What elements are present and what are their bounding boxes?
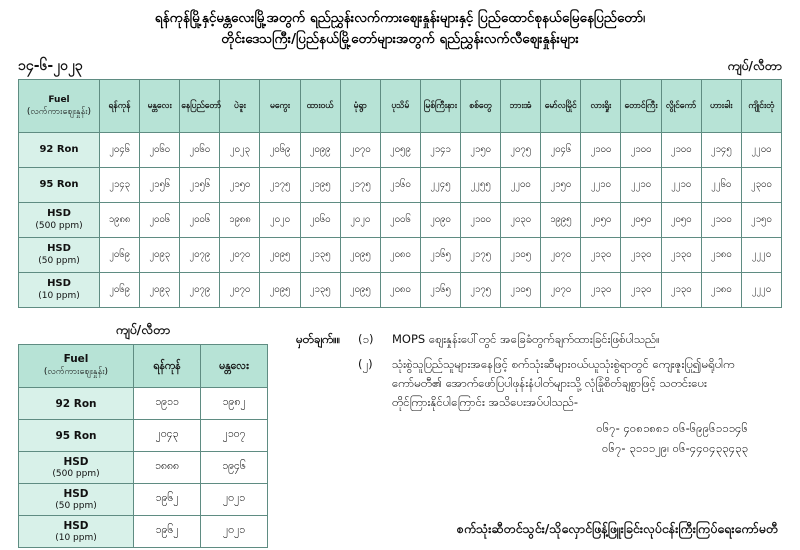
- cell-1-11: ၂၁၅၀: [541, 168, 581, 203]
- cell-1-7: ၂၁၆၀: [380, 168, 420, 203]
- col-header-1: မန္တလေး: [140, 80, 180, 133]
- cell-2-7: ၂၀၀၆: [380, 203, 420, 238]
- col-header-5: ထားဝယ်: [300, 80, 340, 133]
- cell-2-9: ၂၁၀၀: [460, 203, 500, 238]
- col-header-14: လွိုင်ကော်: [661, 80, 701, 133]
- note-1-text: MOPS ဈေးနှုန်းပေါ်တွင် အခြေခံတွက်ချက်ထားခြင်းဖြစ်ပါသည်။: [392, 332, 660, 346]
- fuel-header-sub: (လက်ကားဈေးနှုန်း): [26, 107, 92, 117]
- retail-row-label-text-2: HSD: [63, 455, 89, 468]
- cell-4-12: ၂၁၃၀: [581, 273, 621, 308]
- cell-1-5: ၂၁၉၅: [300, 168, 340, 203]
- cell-1-0: ၂၁၄၃: [100, 168, 140, 203]
- cell-0-6: ၂၀၇၀: [340, 133, 380, 168]
- cell-2-6: ၂၀၂၀: [340, 203, 380, 238]
- table-row: [19, 516, 268, 548]
- col-header-10: ဘားအံ: [501, 80, 541, 133]
- cell-0-8: ၂၁၄၁: [420, 133, 460, 168]
- cell-4-11: ၂၀၇၀: [541, 273, 581, 308]
- cell-2-4: ၂၀၂၀: [260, 203, 300, 238]
- cell-2-3: ၁၉၈၈: [220, 203, 260, 238]
- row-label-text-4: HSD: [47, 278, 71, 289]
- cell-0-11: ၂၀၄၆: [541, 133, 581, 168]
- note-item-1: [296, 330, 782, 349]
- cell-0-12: ၂၁၀၀: [581, 133, 621, 168]
- cell-2-15: ၂၁၀၀: [701, 203, 741, 238]
- retail-row-label-text-3: HSD: [63, 487, 89, 500]
- cell-2-13: ၂၀၅၀: [621, 203, 661, 238]
- cell-2-5: ၂၀၆၀: [300, 203, 340, 238]
- retail-unit-label: ကျပ်/လီတာ: [115, 322, 171, 337]
- retail-row-label-text-4: HSD: [63, 519, 89, 532]
- hotline-number-2: ၀၆၇- ၃၁၁၁၂၉၊ ၀၆-၄၄၀၄၃၃၄၃၃: [602, 441, 748, 455]
- retail-cell-1-0: ၂၀၄၃: [134, 420, 201, 452]
- cell-2-0: ၁၉၈၈: [100, 203, 140, 238]
- cell-4-5: ၂၁၃၅: [300, 273, 340, 308]
- col-header-fuel: [19, 80, 100, 133]
- retail-cell-4-1: ၂၀၂၁: [201, 516, 268, 548]
- table-row: [19, 420, 268, 452]
- cell-4-1: ၂၀၉၃: [140, 273, 180, 308]
- cell-2-10: ၂၀၃၀: [501, 203, 541, 238]
- table-row: [19, 452, 268, 484]
- retail-row-label-sub-4: (10 ppm): [55, 532, 97, 543]
- cell-3-15: ၂၁၈၀: [701, 238, 741, 273]
- retail-cell-3-0: ၁၉၆၂: [134, 484, 201, 516]
- cell-3-2: ၂၀၇၉: [180, 238, 220, 273]
- notes-heading: မှတ်ချက်။။: [296, 332, 341, 346]
- cell-3-0: ၂၀၆၉: [100, 238, 140, 273]
- table-row: [19, 203, 782, 238]
- row-label-text-0: 92 Ron: [39, 144, 79, 155]
- cell-2-11: ၁၉၉၅: [541, 203, 581, 238]
- note-2-line-2: ကော်မတီ၏ အောက်ဖော်ပြပါဖုန်းနံပါတ်များသို့ လုံခြုံစိတ်ချစွာဖြင့် သတင်းပေး: [392, 376, 707, 390]
- table-row: [19, 484, 268, 516]
- cell-4-0: ၂၀၆၉: [100, 273, 140, 308]
- retail-row-label-0: [19, 388, 134, 420]
- col-header-13: တောင်ကြီး: [621, 80, 661, 133]
- cell-3-8: ၂၁၆၅: [420, 238, 460, 273]
- cell-0-2: ၂၀၆၀: [180, 133, 220, 168]
- cell-1-1: ၂၁၅၆: [140, 168, 180, 203]
- table-row: [19, 273, 782, 308]
- row-label-sub-2: (500 ppm): [35, 221, 83, 231]
- row-label-text-1: 95 Ron: [39, 179, 79, 190]
- retail-row-label-2: [19, 452, 134, 484]
- col-header-4: မကွေး: [260, 80, 300, 133]
- cell-1-14: ၂၂၁၀: [661, 168, 701, 203]
- cell-3-10: ၂၁၀၅: [501, 238, 541, 273]
- row-label-1: [19, 168, 100, 203]
- cell-4-7: ၂၀၈၀: [380, 273, 420, 308]
- note-2-line-3: တိုင်ကြားနိုင်ပါကြောင်း အသိပေးအပ်ပါသည်-: [392, 395, 579, 409]
- cell-4-10: ၂၁၀၅: [501, 273, 541, 308]
- cell-3-7: ၂၀၈၀: [380, 238, 420, 273]
- cell-3-11: ၂၀၇၀: [541, 238, 581, 273]
- cell-3-5: ၂၁၃၅: [300, 238, 340, 273]
- retail-table-head: [19, 345, 268, 388]
- cell-4-4: ၂၀၉၅: [260, 273, 300, 308]
- row-label-0: [19, 133, 100, 168]
- cell-3-14: ၂၁၃၀: [661, 238, 701, 273]
- cell-1-16: ၂၃၀၀: [741, 168, 781, 203]
- cell-4-3: ၂၀၇၀: [220, 273, 260, 308]
- col-header-16: ကျိုင်းတုံ: [741, 80, 781, 133]
- col-header-9: စစ်တွေ: [460, 80, 500, 133]
- wholesale-table-head: [19, 80, 782, 133]
- cell-2-12: ၂၀၅၀: [581, 203, 621, 238]
- cell-1-13: ၂၂၁၀: [621, 168, 661, 203]
- retail-cell-0-1: ၁၉၈၂: [201, 388, 268, 420]
- table-row: [19, 388, 268, 420]
- cell-1-8: ၂၂၄၅: [420, 168, 460, 203]
- retail-row-label-sub-2: (500 ppm): [52, 468, 100, 479]
- cell-1-6: ၂၁၇၅: [340, 168, 380, 203]
- hotline-number-1: ၀၆၇- ၄၀၈၁၈၈၁ ၀၆-၆၉၉၆၁၁၁၄၆: [596, 421, 748, 435]
- retail-fuel-header-label: Fuel: [63, 353, 89, 365]
- retail-price-table: [18, 344, 268, 548]
- note-item-2: [296, 355, 782, 412]
- cell-3-13: ၂၁၃၀: [621, 238, 661, 273]
- cell-0-15: ၂၁၄၅: [701, 133, 741, 168]
- row-label-sub-4: (10 ppm): [38, 291, 80, 301]
- row-label-text-3: HSD: [47, 243, 71, 254]
- note-2-line-1: သုံးစွဲသူပြည်သူများအနေဖြင့် စက်သုံးဆီများဝယ်ယူသုံးစွဲရာတွင် ကျေးဇူးပြု၍မရိုပါက: [392, 357, 735, 371]
- wholesale-table-body: [19, 133, 782, 308]
- retail-fuel-header-sub: (လက်ကားဈေးနှုန်း): [43, 367, 109, 377]
- row-label-4: [19, 273, 100, 308]
- table-row: [19, 133, 782, 168]
- cell-4-9: ၂၁၇၅: [460, 273, 500, 308]
- footer-committee-name: စက်သုံးဆီတင်သွင်း/သိုလှောင်ဖြန့်ဖြူးခြင်းလုပ်ငန်းကြီးကြပ်ရေးကော်မတီ: [456, 521, 778, 536]
- cell-1-2: ၂၁၅၆: [180, 168, 220, 203]
- cell-3-12: ၂၁၃၀: [581, 238, 621, 273]
- cell-0-0: ၂၀၄၆: [100, 133, 140, 168]
- document-header: [0, 0, 800, 50]
- cell-4-6: ၂၀၉၅: [340, 273, 380, 308]
- retail-cell-3-1: ၂၀၂၁: [201, 484, 268, 516]
- col-header-12: လားရှိုး: [581, 80, 621, 133]
- note-1-number: (၁): [358, 332, 374, 346]
- date-unit-row: [0, 50, 800, 79]
- row-label-2: [19, 203, 100, 238]
- col-header-0: ရန်ကုန်: [100, 80, 140, 133]
- col-header-11: မော်လမြိုင်: [541, 80, 581, 133]
- fuel-header-label: Fuel: [48, 95, 70, 105]
- retail-row-label-1: [19, 420, 134, 452]
- retail-cell-2-1: ၁၉၄၆: [201, 452, 268, 484]
- cell-4-14: ၂၁၃၀: [661, 273, 701, 308]
- cell-3-3: ၂၀၇၀: [220, 238, 260, 273]
- retail-table-body: [19, 388, 268, 548]
- cell-1-9: ၂၂၅၅: [460, 168, 500, 203]
- retail-col-header-fuel: [19, 345, 134, 388]
- col-header-8: မြစ်ကြီးနား: [420, 80, 460, 133]
- cell-4-16: ၂၂၂၀: [741, 273, 781, 308]
- retail-cell-1-1: ၂၁၀၇: [201, 420, 268, 452]
- cell-3-1: ၂၀၉၃: [140, 238, 180, 273]
- table-row: [19, 238, 782, 273]
- retail-cell-2-0: ၁၈၈၈: [134, 452, 201, 484]
- cell-0-5: ၂၀၉၉: [300, 133, 340, 168]
- title-line-2: တိုင်းဒေသကြီး/ပြည်နယ်မြို့တော်များအတွက် ရည်ညွှန်းလက်လီဈေးနှုန်းများ: [221, 31, 579, 47]
- cell-4-15: ၂၁၈၀: [701, 273, 741, 308]
- cell-2-16: ၂၁၅၀: [741, 203, 781, 238]
- note-2-text: [392, 355, 782, 412]
- cell-1-4: ၂၁၇၅: [260, 168, 300, 203]
- cell-0-3: ၂၀၂၃: [220, 133, 260, 168]
- col-header-6: မုံရွာ: [340, 80, 380, 133]
- table-row: [19, 168, 782, 203]
- cell-3-6: ၂၀၉၅: [340, 238, 380, 273]
- wholesale-unit-label: ကျပ်/လီတာ: [727, 58, 782, 73]
- cell-0-16: ၂၂၀၀: [741, 133, 781, 168]
- note-2-number: (၂): [358, 357, 373, 371]
- retail-cell-0-0: ၁၉၁၁: [134, 388, 201, 420]
- wholesale-price-table: [18, 79, 782, 308]
- cell-0-14: ၂၁၀၀: [661, 133, 701, 168]
- cell-2-2: ၂၀၀၆: [180, 203, 220, 238]
- retail-col-header-1: မန္တလေး: [201, 345, 268, 388]
- col-header-3: ပဲခူး: [220, 80, 260, 133]
- col-header-2: နေပြည်တော်: [180, 80, 220, 133]
- retail-cell-4-0: ၁၉၆၂: [134, 516, 201, 548]
- col-header-7: ပုသိမ်: [380, 80, 420, 133]
- cell-0-1: ၂၀၆၀: [140, 133, 180, 168]
- notes-section: [286, 322, 782, 548]
- cell-0-4: ၂၀၆၉: [260, 133, 300, 168]
- retail-row-label-3: [19, 484, 134, 516]
- retail-row-label-text-0: 92 Ron: [55, 397, 97, 410]
- cell-3-16: ၂၂၂၀: [741, 238, 781, 273]
- wholesale-header-row: [19, 80, 782, 133]
- cell-1-15: ၂၂၆၀: [701, 168, 741, 203]
- retail-row-label-4: [19, 516, 134, 548]
- cell-2-8: ၂၀၉၀: [420, 203, 460, 238]
- retail-col-header-0: ရန်ကုန်: [134, 345, 201, 388]
- note-2-spacer: [296, 355, 358, 412]
- retail-row-label-sub-3: (50 ppm): [55, 500, 97, 511]
- report-date: ၁၄-၆-၂၀၂၃: [18, 58, 83, 74]
- lower-section: [0, 322, 800, 548]
- row-label-sub-3: (50 ppm): [38, 256, 80, 266]
- cell-3-9: ၂၁၇၅: [460, 238, 500, 273]
- cell-1-3: ၂၁၅၀: [220, 168, 260, 203]
- cell-4-13: ၂၁၃၀: [621, 273, 661, 308]
- cell-3-4: ၂၀၉၅: [260, 238, 300, 273]
- cell-4-8: ၂၁၆၅: [420, 273, 460, 308]
- cell-1-10: ၂၂၀၀: [501, 168, 541, 203]
- cell-0-13: ၂၁၀၀: [621, 133, 661, 168]
- retail-row-label-text-1: 95 Ron: [55, 429, 97, 442]
- cell-0-9: ၂၁၅၀: [460, 133, 500, 168]
- retail-header-row: [19, 345, 268, 388]
- title-line-1: ရန်ကုန်မြို့နှင့်မန္တလေးမြို့အတွက် ရည်ညွှန်းလက်ကားဈေးနှုန်းများနှင့် ပြည်ထောင်စုနယ်မြေနေပြည်တော်၊: [154, 10, 646, 26]
- cell-4-2: ၂၀၇၉: [180, 273, 220, 308]
- retail-table-column: [18, 322, 268, 548]
- cell-2-14: ၂၀၅၀: [661, 203, 701, 238]
- cell-1-12: ၂၂၁၀: [581, 168, 621, 203]
- row-label-3: [19, 238, 100, 273]
- row-label-text-2: HSD: [47, 208, 71, 219]
- col-header-15: ဟားခါး: [701, 80, 741, 133]
- cell-0-10: ၂၀၇၅: [501, 133, 541, 168]
- cell-0-7: ၂၀၅၉: [380, 133, 420, 168]
- cell-2-1: ၂၀၀၆: [140, 203, 180, 238]
